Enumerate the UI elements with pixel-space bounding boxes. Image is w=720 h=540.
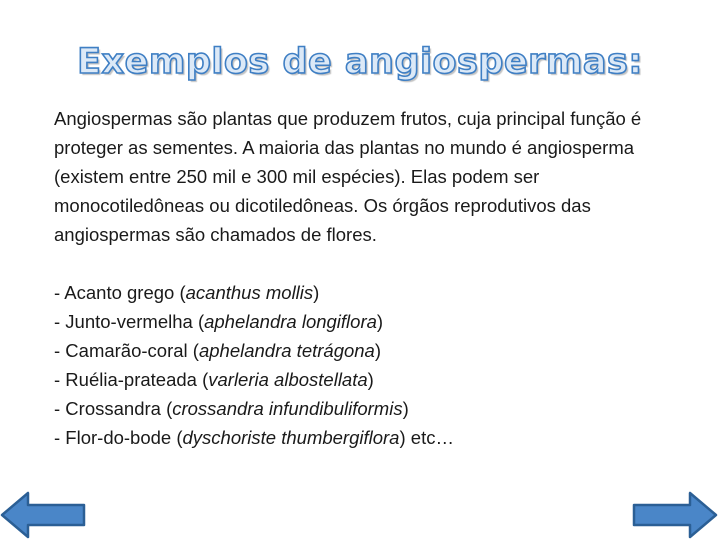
slide-body [54,104,694,452]
left-arrow-icon [0,490,90,540]
examples-list [54,278,694,452]
slide-title: Exemplos de angiospermas: [77,42,643,82]
previous-slide-button[interactable] [0,490,90,540]
list-item: - Ruélia-prateada (varleria albostellata) [54,369,374,390]
list-item: - Flor-do-bode (dyschoriste thumbergiflora) etc… [54,427,454,448]
list-item: - Junto-vermelha (aphelandra longiflora) [54,311,384,332]
scientific-name: crossandra infundibuliformis [172,398,403,419]
list-item: - Camarão-coral (aphelandra tetrágona) [54,340,382,361]
scientific-name: aphelandra tetrágona [198,340,375,361]
scientific-name: aphelandra longiflora [204,311,377,332]
list-item: - Crossandra (crossandra infundibuliformis) [54,398,409,419]
intro-paragraph: Angiospermas são plantas que produzem frutos, cuja principal função é proteger as sementes. A maioria das plantas no mundo é angiosperma (existem entre 250 mil e 300 mil espécies). Elas podem ser monocotiledôneas ou dicotiledôneas. Os órgãos reprodutivos das angiospermas são chamados de flores. [54,108,642,245]
scientific-name: varleria albostellata [208,369,368,390]
right-arrow-icon [628,490,718,540]
next-slide-button[interactable] [628,490,718,540]
scientific-name: dyschoriste thumbergiflora [182,427,400,448]
scientific-name: acanthus mollis [185,282,314,303]
list-item: - Acanto grego (acanthus mollis) [54,282,320,303]
